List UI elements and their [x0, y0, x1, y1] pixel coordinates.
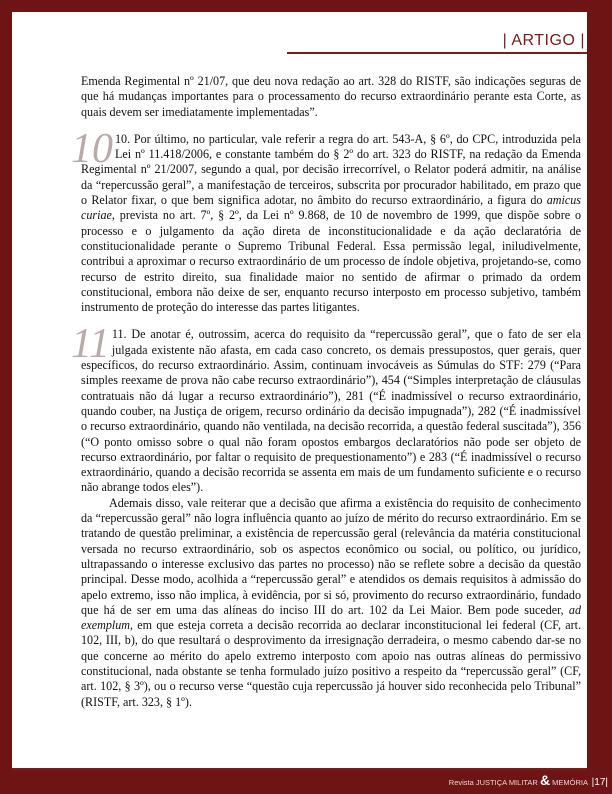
paragraph-cont-italic: ad exemplum [81, 602, 581, 633]
paragraph-cont-text-a: Ademais disso, vale reiterar que a decisão que afirma a existência do requisito de conhecimento da “repercussão geral” não logra influência quanto ao juízo de mérito do recurso extraordinário. Em se tratando de questão preliminar, a existência de repercussão geral (relevância da matéria constitucional versada no recurso extraordinário, sob os aspectos econômico ou social, ou político, ou jurídico, ultrapassando o interesse exclusivo das partes no processo) não se reflete sobre a decisão da questão principal. Desse modo, acolhida a “repercussão geral” e atendidos os demais requisitos à admissão do apelo extremo, isso não implica, à evidência, por si só, provimento do recurso extraordinário, fundado que há de ser em uma das alíneas do inciso III do art. 102 da Lei Maior. Bem pode suceder, [81, 495, 581, 617]
article-body [71, 74, 581, 710]
page-number: |17| [591, 777, 608, 788]
header [287, 12, 587, 56]
paragraph-intro: Emenda Regimental nº 21/07, que deu nova redação ao art. 328 do RISTF, são indicações seguras de que há mudanças importantes para o processamento do recurso extraordinário perante esta Corte, as quais devem ser imediatamente implementadas”. [81, 74, 581, 119]
drop-number-10: 10 [71, 125, 113, 172]
page [12, 12, 587, 770]
section-tag: | ARTIGO | [502, 32, 585, 49]
header-rule [287, 52, 587, 54]
paragraph-10-text-a: 10. Por último, no particular, vale referir a regra do art. 543-A, § 6º, do CPC, introduzida pela Lei nº 11.418/2006, e constante também do § 2º do art. 323 do RISTF, na redação da Emenda Regimental nº 21/2007, segundo a qual, por decisão irrecorrível, o Relator poderá admitir, na análise da “repercussão geral”, a manifestação de terceiros, subscrita por procurador habilitado, em prazo que o Relator fixar, o que bem significa adotar, no âmbito do recurso extraordinário, a figura do [81, 131, 581, 208]
paragraph-11-text: 11. De anotar é, outrossim, acerca do requisito da “repercussão geral”, que o fato de ser ela julgada existente não afasta, em cada caso concreto, os demais pressupostos, quer gerais, quer específicos, do recurso extraordinário. Assim, continuam invocáveis as Súmulas do STF: 279 (“Para simples reexame de prova não cabe recurso extraordinário”), 454 (“Simples interpretação de cláusulas contratuais não dá lugar a recurso extraordinário”), 281 (“É inadmissível o recurso extraordinário, quando couber, na Justiça de origem, recurso ordinário da decisão impugnada”), 282 (“É inadmissível o recurso extraordinário, quando não ventilada, na decisão recorrida, a questão federal suscitada”), 356 (“O ponto omisso sobre o qual não foram opostos embargos declaratórios não pode ser objeto de recurso extraordinário, por faltar o requisito de prequestionamento”) e 283 (“É inadmissível o recurso extraordinário, quando a decisão recorrida se assenta em mais de um fundamento suficiente e o recurso não abrange todos eles”). [81, 327, 581, 495]
paragraph-10 [71, 125, 581, 316]
footer-brand-right: MEMÓRIA [552, 778, 588, 787]
footer-brand-mid: JUSTIÇA MILITAR [475, 778, 538, 787]
footer-brand-left: Revista [448, 778, 474, 787]
footer-brand [449, 772, 608, 788]
paragraph-cont-text-b: , em que esteja correta a decisão recorrida ao declarar inconstitucional lei federal (CF, art. 102, III, b), do que resultará o desprovimento da irresignação derradeira, o mesmo cabendo dar-se no que concerne ao mérito do apelo extremo interposto com apoio nas outras alíneas do permissivo constitucional, nada obstante se tenha formulado juízo positivo a respeito da “repercussão geral” (CF, art. 102, § 3º), ou o recurso verse “questão cuja repercussão já houver sido reconhecida pelo Tribunal” (RISTF, art. 323, § 1º). [81, 618, 581, 709]
paragraph-10-italic: amicus curiae [81, 193, 581, 223]
paragraph-10-text-b: , prevista no art. 7º, § 2º, da Lei nº 9.868, de 10 de novembro de 1999, que dispõe sobre o processo e o julgamento da ação direta de inconstitucionalidade e da ação declaratória de constitucionalidade perante o Supremo Tribunal Federal. Essa permissão legal, iniludivelmente, contribui a aproximar o recurso extraordinário de um processo de índole objetiva, projetando-se, como recurso de estrito direito, sua finalidade maior no sentido de afirmar o primado da ordem constitucional, embora não deixe de ser, enquanto recurso interposto em processo subjetivo, também instrumento de proteção do interesse das partes litigantes. [81, 208, 581, 315]
paragraph-11 [71, 321, 581, 495]
footer-amp: & [539, 772, 551, 788]
paragraph-continuation [81, 496, 581, 710]
footer-rule [12, 768, 587, 770]
drop-number-11: 11 [71, 321, 110, 368]
